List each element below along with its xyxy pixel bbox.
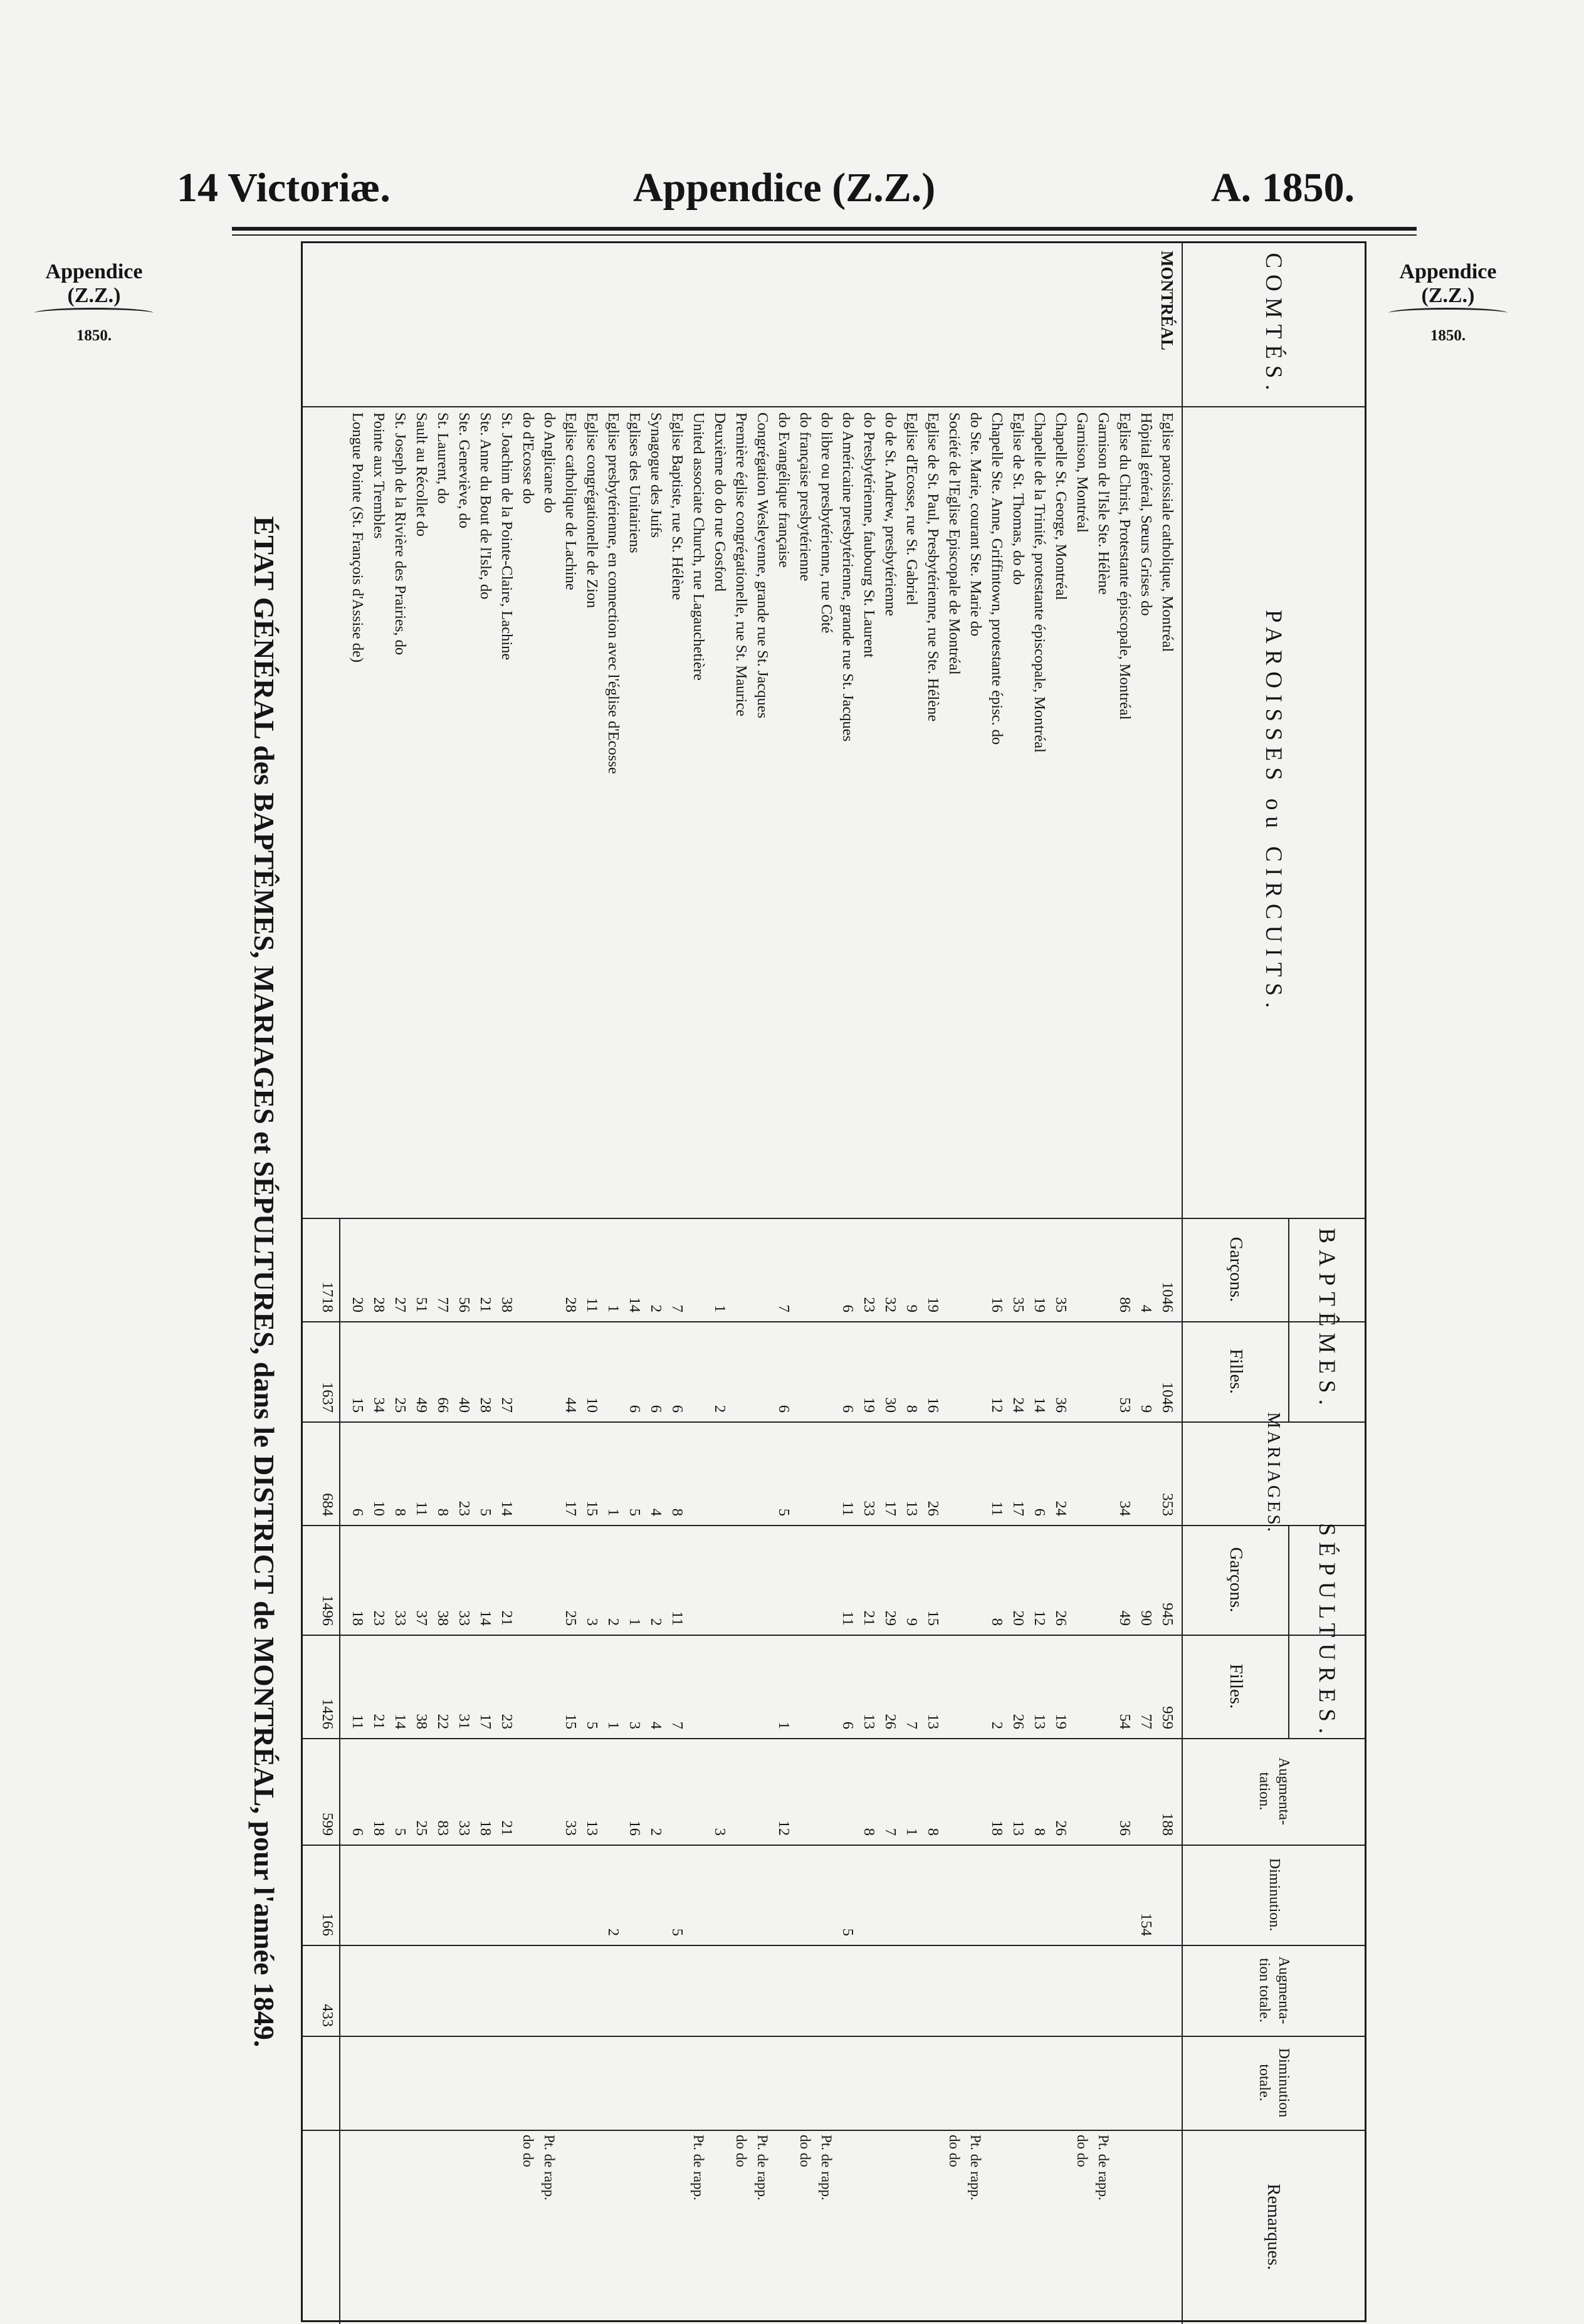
cell-sf: 14 bbox=[392, 1714, 409, 1729]
cell-bg: 32 bbox=[882, 1297, 899, 1312]
cell-bg: 51 bbox=[413, 1297, 430, 1312]
cell-sg: 33 bbox=[456, 1610, 473, 1626]
cell-bf: 30 bbox=[882, 1397, 899, 1413]
cell-bg: 20 bbox=[349, 1297, 366, 1312]
cell-bg: 7 bbox=[669, 1304, 686, 1312]
cell-bf: 19 bbox=[861, 1397, 878, 1413]
margin-note-left bbox=[25, 260, 163, 345]
cell-sg: 8 bbox=[989, 1618, 1005, 1626]
parish-name: Congrégation Wesleyenne, grande rue St. Jacques bbox=[754, 412, 771, 719]
cell-bg: 2 bbox=[648, 1304, 664, 1312]
cell-m: 17 bbox=[882, 1500, 899, 1516]
header-rule-thick bbox=[232, 227, 1417, 231]
cell-sg: 26 bbox=[1052, 1610, 1069, 1626]
parish-name: Synagogue des Juifs bbox=[648, 412, 664, 538]
cell-sg: 49 bbox=[1116, 1610, 1133, 1626]
header-paroisses: PAROISSES ou CIRCUITS. bbox=[1261, 609, 1287, 1015]
cell-m: 6 bbox=[1031, 1508, 1048, 1516]
header-baptemes-garcons: Garçons. bbox=[1226, 1237, 1247, 1302]
total-bf: 1637 bbox=[319, 1382, 336, 1413]
header-comtes: COMTÉS. bbox=[1261, 253, 1287, 397]
remark-cell: do do bbox=[520, 2135, 536, 2167]
cell-aug: 36 bbox=[1116, 1820, 1133, 1836]
remark-cell: Pt. de rapp. bbox=[755, 2135, 770, 2201]
cell-bg: 1 bbox=[711, 1304, 728, 1312]
total-sf: 1426 bbox=[319, 1699, 336, 1729]
cell-bf: 6 bbox=[839, 1405, 856, 1413]
cell-bf: 1046 bbox=[1159, 1382, 1176, 1413]
cell-bf: 40 bbox=[456, 1397, 473, 1413]
table-title: ÉTAT GÉNÉRAL des BAPTÊMES, MARIAGES et SÉPULTURES, dans le DISTRICT de MONTRÉAL, pour l'année 1849. bbox=[248, 516, 280, 2048]
cell-bg: 14 bbox=[626, 1297, 643, 1312]
header-mariages: MARIAGES. bbox=[1264, 1412, 1284, 1534]
header-center: Appendice (Z.Z.) bbox=[633, 165, 936, 211]
parish-name: Eglise presbytérienne, en connection avec l'église d'Ecosse bbox=[605, 412, 622, 774]
cell-m: 23 bbox=[456, 1500, 473, 1516]
header-baptemes: BAPTÊMES. bbox=[1314, 1228, 1340, 1411]
cell-aug: 33 bbox=[562, 1820, 579, 1836]
header-rule-thin bbox=[232, 234, 1417, 236]
cell-dim: 5 bbox=[839, 1928, 856, 1936]
parish-name: do Américaine presbytérienne, grande rue St. Jacques bbox=[839, 412, 856, 742]
cell-sf: 7 bbox=[903, 1721, 920, 1729]
margin-note-year: 1850. bbox=[76, 327, 112, 345]
cell-bg: 11 bbox=[584, 1297, 601, 1312]
cell-bf: 8 bbox=[903, 1405, 920, 1413]
parish-name: Eglise congrégationelle de Zion bbox=[584, 412, 601, 609]
margin-note-right bbox=[1379, 260, 1517, 345]
parish-name: Hôpital général, Sœurs Grises do bbox=[1138, 412, 1155, 616]
cell-bf: 6 bbox=[648, 1405, 664, 1413]
cell-m: 10 bbox=[370, 1500, 387, 1516]
cell-m: 33 bbox=[861, 1500, 878, 1516]
cell-aug: 16 bbox=[626, 1820, 643, 1836]
cell-sf: 19 bbox=[1052, 1714, 1069, 1729]
cell-aug: 18 bbox=[370, 1820, 387, 1836]
cell-m: 15 bbox=[584, 1500, 601, 1516]
parish-name: do Anglicane do bbox=[541, 412, 558, 513]
cell-sf: 6 bbox=[839, 1721, 856, 1729]
margin-note-label: Appendice bbox=[45, 260, 143, 283]
cell-bf: 34 bbox=[370, 1397, 387, 1413]
register-table bbox=[301, 241, 1366, 2322]
remark-cell: Pt. de rapp. bbox=[819, 2135, 834, 2201]
cell-sf: 31 bbox=[456, 1714, 473, 1729]
parish-name: do Evangélique française bbox=[775, 412, 792, 568]
cell-bf: 44 bbox=[562, 1397, 579, 1413]
parish-name: do Ste. Marie, courant Ste. Marie do bbox=[967, 412, 984, 637]
parish-name: Première église congrégationelle, rue St. Maurice bbox=[733, 412, 750, 717]
parish-name: Deuxième do do rue Gosford bbox=[711, 412, 728, 592]
cell-bg: 1046 bbox=[1159, 1282, 1176, 1312]
parish-name: Garnison, Montréal bbox=[1074, 412, 1091, 533]
parish-name: Eglise Baptiste, rue St. Hélène bbox=[669, 412, 686, 600]
cell-sf: 4 bbox=[648, 1721, 664, 1729]
remark-cell: Pt. de rapp. bbox=[542, 2135, 557, 2201]
cell-m: 17 bbox=[562, 1500, 579, 1516]
parish-name: Eglise du Christ, Protestante épiscopale, Montréal bbox=[1116, 412, 1133, 720]
cell-bg: 16 bbox=[989, 1297, 1005, 1312]
cell-m: 11 bbox=[413, 1501, 430, 1516]
cell-bf: 27 bbox=[498, 1397, 515, 1413]
cell-sg: 2 bbox=[648, 1618, 664, 1626]
remark-cell: do do bbox=[947, 2135, 962, 2167]
header-diminution: Diminution. bbox=[1266, 1858, 1282, 1932]
cell-bf: 49 bbox=[413, 1397, 430, 1413]
margin-note-label: Appendice bbox=[1399, 260, 1497, 283]
parish-name: Eglise d'Ecosse, rue St. Gabriel bbox=[903, 412, 920, 605]
cell-m: 26 bbox=[925, 1500, 941, 1516]
cell-bg: 9 bbox=[903, 1304, 920, 1312]
cell-bg: 23 bbox=[861, 1297, 878, 1312]
cell-bf: 15 bbox=[349, 1397, 366, 1413]
totals-rule bbox=[339, 1218, 340, 2324]
remark-cell: do do bbox=[733, 2135, 749, 2167]
cell-bg: 38 bbox=[498, 1297, 515, 1312]
cell-sf: 15 bbox=[562, 1714, 579, 1729]
margin-note-year: 1850. bbox=[1430, 327, 1466, 345]
cell-bg: 7 bbox=[775, 1304, 792, 1312]
header-right: A. 1850. bbox=[1211, 165, 1355, 211]
cell-sg: 37 bbox=[413, 1610, 430, 1626]
parish-name: St. Joseph de la Rivière des Prairies, do bbox=[392, 412, 409, 656]
cell-sf: 38 bbox=[413, 1714, 430, 1729]
cell-m: 11 bbox=[839, 1501, 856, 1516]
cell-aug: 33 bbox=[456, 1820, 473, 1836]
cell-sg: 3 bbox=[584, 1618, 601, 1626]
cell-m: 5 bbox=[775, 1508, 792, 1516]
cell-m: 13 bbox=[903, 1500, 920, 1516]
cell-bg: 19 bbox=[1031, 1297, 1048, 1312]
cell-aug: 13 bbox=[1010, 1820, 1027, 1836]
parish-name: do de St. Andrew, presbytérienne bbox=[882, 412, 899, 616]
cell-bf: 2 bbox=[711, 1405, 728, 1413]
cell-bg: 28 bbox=[562, 1297, 579, 1312]
cell-bf: 24 bbox=[1010, 1397, 1027, 1413]
cell-m: 4 bbox=[648, 1508, 664, 1516]
cell-sf: 7 bbox=[669, 1721, 686, 1729]
cell-bf: 9 bbox=[1138, 1405, 1155, 1413]
header-sepultures-garcons: Garçons. bbox=[1226, 1547, 1247, 1613]
cell-m: 1 bbox=[605, 1508, 622, 1516]
cell-bf: 53 bbox=[1116, 1397, 1133, 1413]
cell-bf: 12 bbox=[989, 1397, 1005, 1413]
cell-aug: 5 bbox=[392, 1828, 409, 1836]
header-sepultures-filles: Filles. bbox=[1226, 1663, 1247, 1709]
parish-name: do d'Ecosse do bbox=[520, 412, 537, 504]
cell-bf: 36 bbox=[1052, 1397, 1069, 1413]
total-aug: 599 bbox=[319, 1813, 336, 1836]
cell-sg: 25 bbox=[562, 1610, 579, 1626]
cell-m: 8 bbox=[669, 1508, 686, 1516]
cell-sf: 17 bbox=[477, 1714, 494, 1729]
cell-bg: 6 bbox=[839, 1304, 856, 1312]
header-augmentation-totale: Augmenta- tion totale. bbox=[1256, 1956, 1293, 2024]
cell-bf: 25 bbox=[392, 1397, 409, 1413]
parish-name: Eglise paroissiale catholique, Montréal bbox=[1159, 412, 1176, 652]
parish-name: Société de l'Eglise Episcopale de Montréal bbox=[946, 412, 963, 675]
header-left: 14 Victoriæ. bbox=[177, 165, 391, 211]
total-dim: 166 bbox=[319, 1913, 336, 1936]
cell-dim: 154 bbox=[1138, 1913, 1155, 1936]
header-sepultures: SÉPULTURES. bbox=[1314, 1522, 1340, 1740]
cell-bf: 14 bbox=[1031, 1397, 1048, 1413]
cell-aug: 12 bbox=[775, 1820, 792, 1836]
cell-sf: 1 bbox=[605, 1721, 622, 1729]
cell-sf: 54 bbox=[1116, 1714, 1133, 1729]
cell-aug: 1 bbox=[903, 1828, 920, 1836]
cell-bg: 4 bbox=[1138, 1304, 1155, 1312]
cell-sg: 29 bbox=[882, 1610, 899, 1626]
cell-aug: 188 bbox=[1159, 1813, 1176, 1836]
cell-m: 14 bbox=[498, 1500, 515, 1516]
margin-brace bbox=[34, 308, 154, 318]
cell-sg: 21 bbox=[498, 1610, 515, 1626]
cell-bg: 27 bbox=[392, 1297, 409, 1312]
parish-name: Eglise catholique de Lachine bbox=[562, 412, 579, 590]
cell-bg: 35 bbox=[1052, 1297, 1069, 1312]
cell-sg: 21 bbox=[861, 1610, 878, 1626]
cell-sf: 26 bbox=[1010, 1714, 1027, 1729]
cell-sg: 33 bbox=[392, 1610, 409, 1626]
remark-cell: Pt. de rapp. bbox=[1096, 2135, 1111, 2201]
cell-bg: 19 bbox=[925, 1297, 941, 1312]
cell-sg: 20 bbox=[1010, 1610, 1027, 1626]
parish-name: Eglises des Unitairiens bbox=[626, 412, 643, 553]
cell-sf: 23 bbox=[498, 1714, 515, 1729]
cell-aug: 83 bbox=[434, 1820, 451, 1836]
cell-m: 353 bbox=[1159, 1493, 1176, 1516]
header-remarques: Remarques. bbox=[1264, 2184, 1284, 2270]
parish-name: Eglise de St. Paul, Presbytérienne, rue Ste. Hélène bbox=[925, 412, 941, 722]
parish-name: Eglise de St. Thomas, do do bbox=[1010, 412, 1027, 585]
remark-cell: Pt. de rapp. bbox=[691, 2135, 706, 2201]
cell-dim: 2 bbox=[605, 1928, 622, 1936]
cell-aug: 8 bbox=[925, 1828, 941, 1836]
cell-bg: 35 bbox=[1010, 1297, 1027, 1312]
cell-m: 17 bbox=[1010, 1500, 1027, 1516]
margin-note-code: (Z.Z.) bbox=[67, 284, 121, 308]
total-sg: 1496 bbox=[319, 1595, 336, 1626]
cell-sg: 90 bbox=[1138, 1610, 1155, 1626]
cell-sg: 14 bbox=[477, 1610, 494, 1626]
parish-name: do libre ou presbytérienne, rue Côté bbox=[818, 412, 835, 634]
cell-aug: 7 bbox=[882, 1828, 899, 1836]
total-bg: 1718 bbox=[319, 1282, 336, 1312]
cell-sf: 3 bbox=[626, 1721, 643, 1729]
total-augt: 433 bbox=[319, 2004, 336, 2027]
cell-bf: 10 bbox=[584, 1397, 601, 1413]
cell-sf: 11 bbox=[349, 1714, 366, 1729]
parish-name: United associate Church, rue Lagauchetière bbox=[690, 412, 707, 681]
cell-sf: 21 bbox=[370, 1714, 387, 1729]
cell-sg: 1 bbox=[626, 1618, 643, 1626]
cell-aug: 3 bbox=[711, 1828, 728, 1836]
cell-bg: 28 bbox=[370, 1297, 387, 1312]
cell-m: 5 bbox=[477, 1508, 494, 1516]
cell-sg: 38 bbox=[434, 1610, 451, 1626]
cell-bg: 77 bbox=[434, 1297, 451, 1312]
cell-m: 11 bbox=[989, 1501, 1005, 1516]
margin-brace bbox=[1388, 308, 1508, 318]
parish-name: do française presbytérienne bbox=[797, 412, 814, 582]
parish-name: do Presbytérienne, faubourg St. Laurent bbox=[861, 412, 878, 658]
header-augmentation: Augmenta- tation. bbox=[1256, 1757, 1293, 1825]
header-baptemes-filles: Filles. bbox=[1226, 1349, 1247, 1394]
parish-name: Pointe aux Trembles bbox=[370, 412, 387, 539]
cell-sg: 11 bbox=[669, 1611, 686, 1626]
cell-sg: 23 bbox=[370, 1610, 387, 1626]
parish-name: Sault au Récollet do bbox=[413, 412, 430, 537]
rotated-table-block bbox=[188, 241, 1366, 2322]
parish-name: Chapelle Ste. Anne, Griffintown, protestante épisc. do bbox=[989, 412, 1005, 745]
cell-sf: 22 bbox=[434, 1714, 451, 1729]
cell-aug: 26 bbox=[1052, 1820, 1069, 1836]
cell-aug: 21 bbox=[498, 1820, 515, 1836]
cell-sf: 2 bbox=[989, 1721, 1005, 1729]
cell-aug: 6 bbox=[349, 1828, 366, 1836]
remark-cell: do do bbox=[1074, 2135, 1090, 2167]
cell-bf: 6 bbox=[626, 1405, 643, 1413]
cell-aug: 18 bbox=[989, 1820, 1005, 1836]
parish-name: St. Laurent, do bbox=[434, 412, 451, 504]
cell-sf: 1 bbox=[775, 1721, 792, 1729]
cell-sf: 13 bbox=[925, 1714, 941, 1729]
cell-sg: 945 bbox=[1159, 1603, 1176, 1626]
parish-name: St. Joachim de la Pointe-Claire, Lachine bbox=[498, 412, 515, 661]
cell-aug: 2 bbox=[648, 1828, 664, 1836]
cell-bg: 21 bbox=[477, 1297, 494, 1312]
remark-cell: do do bbox=[797, 2135, 813, 2167]
parish-name: Ste. Anne du Bout de l'Isle, do bbox=[477, 412, 494, 600]
cell-sg: 12 bbox=[1031, 1610, 1048, 1626]
cell-m: 8 bbox=[434, 1508, 451, 1516]
cell-bg: 86 bbox=[1116, 1297, 1133, 1312]
cell-aug: 18 bbox=[477, 1820, 494, 1836]
parish-name: Ste. Geneviève, do bbox=[456, 412, 473, 529]
cell-sg: 9 bbox=[903, 1618, 920, 1626]
parish-name: Longue Pointe (St. François d'Assise de) bbox=[349, 412, 366, 663]
parish-name: Chapelle St. George, Montréal bbox=[1052, 412, 1069, 600]
cell-bf: 6 bbox=[669, 1405, 686, 1413]
total-m: 684 bbox=[319, 1493, 336, 1516]
cell-bf: 6 bbox=[775, 1405, 792, 1413]
cell-sf: 77 bbox=[1138, 1714, 1155, 1729]
cell-bf: 28 bbox=[477, 1397, 494, 1413]
cell-sf: 5 bbox=[584, 1721, 601, 1729]
cell-m: 5 bbox=[626, 1508, 643, 1516]
header-diminution-totale: Diminution totale. bbox=[1256, 2048, 1293, 2118]
margin-note-code: (Z.Z.) bbox=[1421, 284, 1475, 308]
cell-sf: 13 bbox=[1031, 1714, 1048, 1729]
cell-m: 34 bbox=[1116, 1500, 1133, 1516]
cell-sf: 959 bbox=[1159, 1706, 1176, 1729]
cell-m: 6 bbox=[349, 1508, 366, 1516]
cell-m: 24 bbox=[1052, 1500, 1069, 1516]
cell-sg: 11 bbox=[839, 1611, 856, 1626]
cell-sg: 18 bbox=[349, 1610, 366, 1626]
parish-name: Garnison de l'Isle Ste. Hélène bbox=[1095, 412, 1112, 595]
cell-dim: 5 bbox=[669, 1928, 686, 1936]
cell-aug: 25 bbox=[413, 1820, 430, 1836]
parish-name: Chapelle de la Trinité, protestante épiscopale, Montréal bbox=[1031, 412, 1048, 753]
cell-bf: 16 bbox=[925, 1397, 941, 1413]
county-name: MONTRÉAL bbox=[1158, 251, 1177, 351]
cell-bg: 1 bbox=[605, 1304, 622, 1312]
cell-aug: 8 bbox=[861, 1828, 878, 1836]
cell-aug: 13 bbox=[584, 1820, 601, 1836]
cell-sg: 2 bbox=[605, 1618, 622, 1626]
cell-m: 8 bbox=[392, 1508, 409, 1516]
cell-bg: 56 bbox=[456, 1297, 473, 1312]
cell-sf: 26 bbox=[882, 1714, 899, 1729]
cell-sf: 13 bbox=[861, 1714, 878, 1729]
cell-aug: 8 bbox=[1031, 1828, 1048, 1836]
cell-sg: 15 bbox=[925, 1610, 941, 1626]
remark-cell: Pt. de rapp. bbox=[968, 2135, 983, 2201]
cell-bf: 66 bbox=[434, 1397, 451, 1413]
